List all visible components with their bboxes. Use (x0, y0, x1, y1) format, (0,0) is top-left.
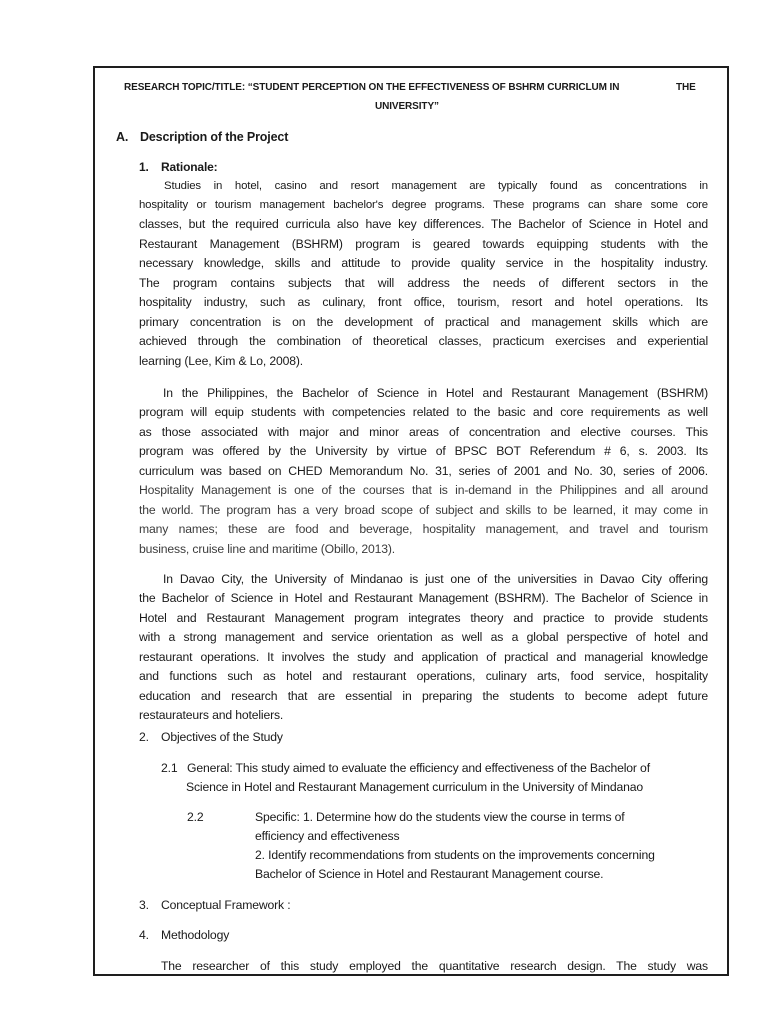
general-objective-line1: General: This study aimed to evaluate the efficiency and effectiveness of the Bachelor of (187, 761, 650, 775)
rationale-heading: Rationale: (161, 160, 218, 174)
paragraph-line: Hospitality Management is one of the courses that is in-demand in the Philippines and all around (139, 483, 708, 497)
paragraph-line: program will equip students with competencies related to the basic and core requirements as well (139, 405, 708, 419)
document-title-line2: UNIVERSITY” (375, 101, 439, 112)
general-objective-marker: 2.1 (161, 761, 178, 775)
document-title-line1-end: THE (676, 82, 696, 93)
specific-objective-line1: Specific: 1. Determine how do the students view the course in terms of (255, 810, 625, 824)
rationale-marker: 1. (139, 160, 149, 174)
paragraph-line: hospitality or tourism management bachelor's degree programs. These programs can share some core (139, 199, 708, 211)
conceptual-framework-marker: 3. (139, 898, 149, 912)
section-a-heading: Description of the Project (140, 130, 289, 144)
paragraph-line: Restaurant Management (BSHRM) program is geared towards equipping students with the (139, 237, 708, 251)
paragraph-line: classes, but the required curricula also have key differences. The Bachelor of Science in Hotel and (139, 217, 708, 231)
objectives-marker: 2. (139, 730, 149, 744)
paragraph-line: restaurant operations. It involves the study and application of practical and managerial knowledge (139, 650, 708, 664)
paragraph-line: the Bachelor of Science in Hotel and Restaurant Management (BSHRM). The Bachelor of Science in (139, 591, 708, 605)
paragraph-line: and functions such as hotel and restaurant operations, culinary arts, food service, hospitality (139, 669, 708, 683)
paragraph-line: In the Philippines, the Bachelor of Science in Hotel and Restaurant Management (BSHRM) (163, 386, 708, 400)
conceptual-framework-heading: Conceptual Framework : (161, 898, 291, 912)
methodology-marker: 4. (139, 928, 149, 942)
paragraph-line: with a strong management and service orientation as well as a global perspective of hotel and (139, 630, 708, 644)
paragraph-line: necessary knowledge, skills and attitude to provide quality service in the hospitality industry. (139, 256, 708, 270)
paragraph-line: curriculum was based on CHED Memorandum No. 31, series of 2001 and No. 30, series of 2006. (139, 464, 708, 478)
specific-objective-marker: 2.2 (187, 810, 204, 824)
specific-objective-line4: Bachelor of Science in Hotel and Restaurant Management course. (255, 867, 604, 881)
paragraph-line: achieved through the combination of theoretical classes, practicum exercises and experiential (139, 334, 708, 348)
paragraph-line: Hotel and Restaurant Management program integrates theory and practice to provide students (139, 611, 708, 625)
objectives-heading: Objectives of the Study (161, 730, 283, 744)
paragraph-line: as those associated with major and minor areas of concentration and elective courses. This (139, 425, 708, 439)
paragraph-line: In Davao City, the University of Mindanao is just one of the universities in Davao City offering (163, 572, 708, 586)
paragraph-line: many names; these are food and beverage, hospitality management, and travel and tourism (139, 522, 708, 536)
paragraph-line: The program contains subjects that will address the needs of different sectors in the (139, 276, 708, 290)
paragraph-line: business, cruise line and maritime (Obillo, 2013). (139, 542, 396, 556)
section-a-marker: A. (116, 130, 129, 144)
paragraph-line: primary concentration is on the development of practical and management skills which are (139, 315, 708, 329)
general-objective-line2: Science in Hotel and Restaurant Management curriculum in the University of Mindanao (186, 780, 644, 794)
specific-objective-line3: 2. Identify recommendations from students on the improvements concerning (255, 848, 655, 862)
methodology-line1: The researcher of this study employed the quantitative research design. The study was (161, 959, 708, 973)
paragraph-line: the world. The program has a very broad scope of subject and skills to be learned, it may come in (139, 503, 708, 517)
document-title-line1: RESEARCH TOPIC/TITLE: “STUDENT PERCEPTION ON THE EFFECTIVENESS OF BSHRM CURRICLUM IN (124, 82, 620, 93)
paragraph-line: program was offered by the University by virtue of BPSC BOT Referendum # 6, s. 2003. Its (139, 444, 708, 458)
paragraph-line: education and research that are essential in preparing the students to become adept future (139, 689, 708, 703)
methodology-heading: Methodology (161, 928, 230, 942)
paragraph-line: restaurateurs and hoteliers. (139, 708, 284, 722)
paragraph-line: learning (Lee, Kim & Lo, 2008). (139, 354, 304, 368)
paragraph-line: Studies in hotel, casino and resort management are typically found as concentrations in (164, 180, 708, 192)
paragraph-line: hospitality industry, such as culinary, front office, tourism, resort and hotel operations. Its (139, 295, 708, 309)
specific-objective-line2: efficiency and effectiveness (255, 829, 400, 843)
